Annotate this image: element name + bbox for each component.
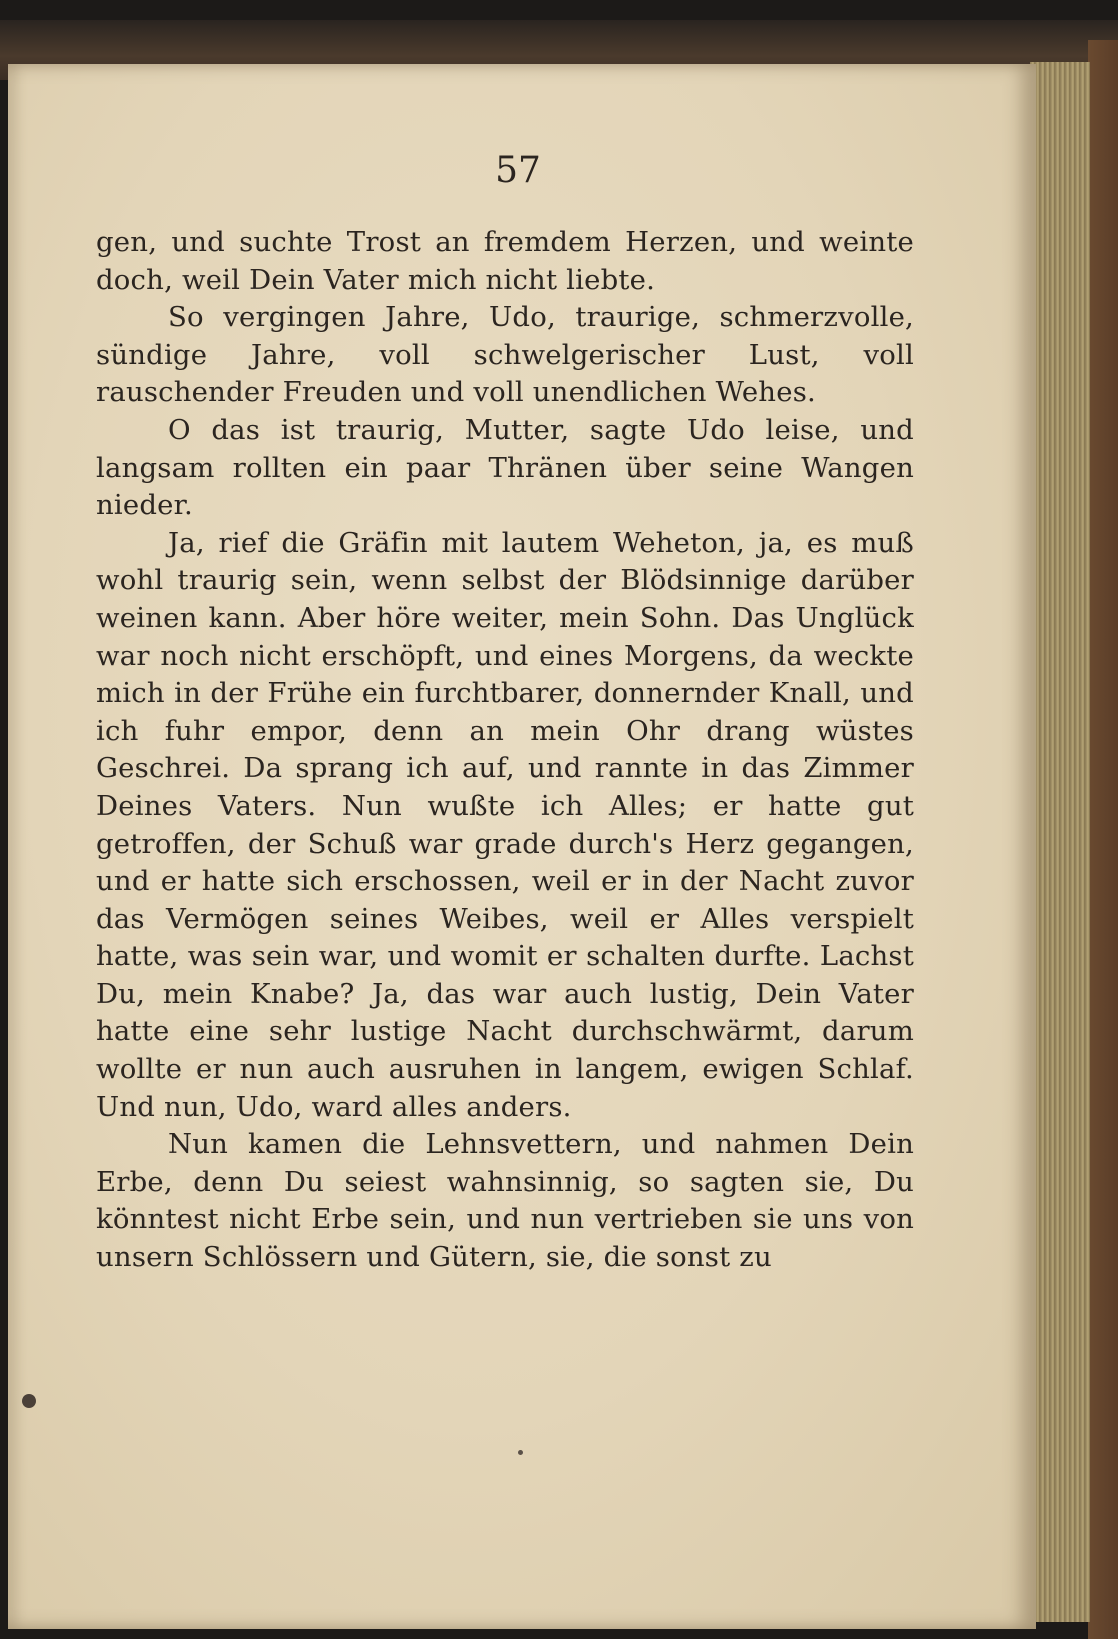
page-body-text: [96, 224, 914, 1277]
paragraph-4: Ja, rief die Gräfin mit lautem Weheton, ja, es muß wohl traurig sein, wenn selbst der Blödsinnige darüber weinen kann. Aber höre weiter, mein Sohn. Das Unglück war noch nicht erschöpft, und eines Morgens, da weckte mich in der Frühe ein furchtbarer, donnernder Knall, und ich fuhr empor, denn an mein Ohr drang wüstes Geschrei. Da sprang ich auf, und rannte in das Zimmer Deines Vaters. Nun wußte ich Alles; er hatte gut getroffen, der Schuß war grade durch's Herz gegangen, und er hatte sich erschossen, weil er in der Nacht zuvor das Vermögen seines Weibes, weil er Alles verspielt hatte, was sein war, und womit er schalten durfte. Lachst Du, mein Knabe? Ja, das war auch lustig, Dein Vater hatte eine sehr lustige Nacht durchschwärmt, darum wollte er nun auch ausruhen in langem, ewigen Schlaf. Und nun, Udo, ward alles anders.: [96, 526, 914, 1123]
page-edges: [1030, 62, 1090, 1622]
paragraph-2: So vergingen Jahre, Udo, traurige, schmerzvolle, sündige Jahre, voll schwelgerischer Lust, voll rauschender Freuden und voll unendlichen Wehes.: [96, 301, 914, 409]
page-number: 57: [495, 150, 541, 191]
book-cover-edge: [1088, 40, 1118, 1639]
book-page: [8, 64, 1036, 1629]
ink-mark: [22, 1394, 36, 1408]
ink-dot: [518, 1450, 523, 1455]
paragraph-3: O das ist traurig, Mutter, sagte Udo leise, und langsam rollten ein paar Thränen über seine Wangen nieder.: [96, 413, 914, 522]
paragraph-5: Nun kamen die Lehnsvettern, und nahmen Dein Erbe, denn Du seiest wahnsinnig, so sagten sie, Du könntest nicht Erbe sein, und nun vertrieben sie uns von unsern Schlössern und Gütern, sie, die sonst zu: [96, 1128, 914, 1274]
paragraph-1: gen, und suchte Trost an fremdem Herzen, und weinte doch, weil Dein Vater mich nicht liebte.: [96, 226, 914, 296]
